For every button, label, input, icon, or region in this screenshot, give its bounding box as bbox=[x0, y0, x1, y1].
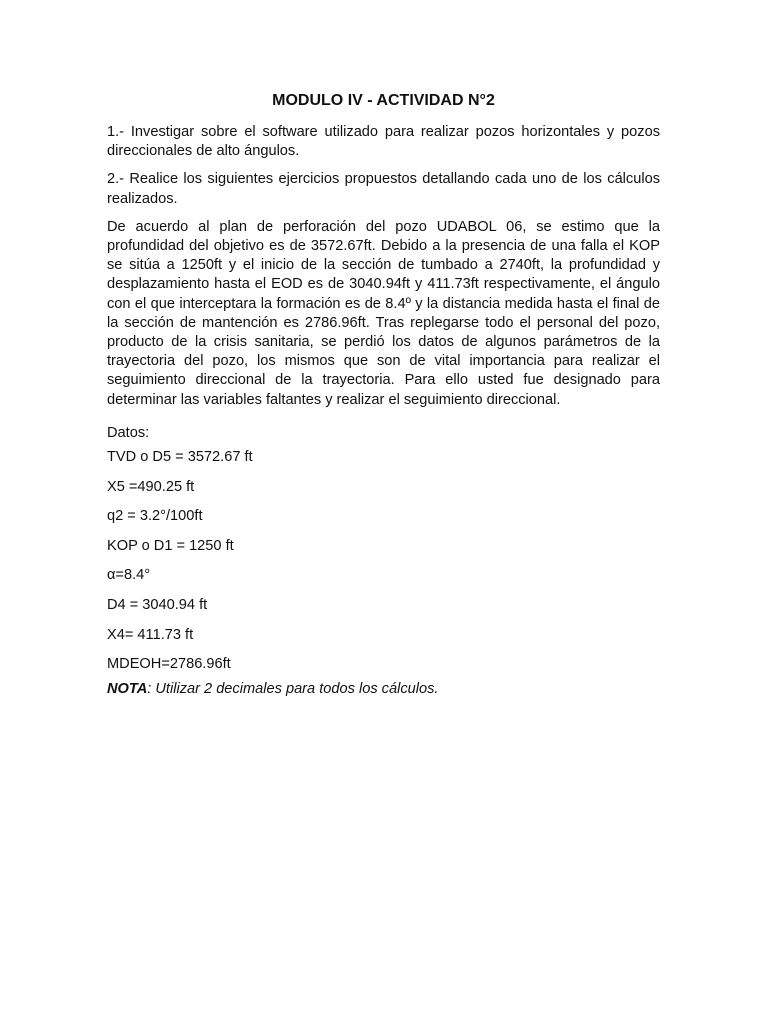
problem-statement: De acuerdo al plan de perforación del pozo UDABOL 06, se estimo que la profundidad del objetivo es de 3572.67ft. Debido a la presencia de una falla el KOP se sitúa a 1250ft y el inicio de la sección de tumbado a 2740ft, la profundidad y desplazamiento hasta el EOD es de 3040.94ft y 411.73ft respectivamente, el ángulo con el que interceptara la formación es de 8.4º y la distancia medida hasta el final de la sección de mantención es 2786.96ft. Tras replegarse todo el personal del pozo, producto de la crisis sanitaria, se perdió los datos de algunos parámetros de la trayectoria del pozo, los mismos que son de vital importancia para realizar el seguimiento direccional de la trayectoria. Para ello usted fue designado para determinar las variables faltantes y realizar el seguimiento direccional. bbox=[107, 218, 660, 408]
note bbox=[107, 680, 660, 699]
data-item-x4: X4= 411.73 ft bbox=[107, 626, 194, 643]
data-item-q2: q2 = 3.2°/100ft bbox=[107, 508, 203, 525]
note-label: NOTA bbox=[107, 680, 148, 697]
data-item-mdeoh: MDEOH=2786.96ft bbox=[107, 656, 231, 673]
data-list bbox=[107, 443, 660, 680]
data-item-kop: KOP o D1 = 1250 ft bbox=[107, 537, 234, 554]
data-item-alpha: α=8.4° bbox=[107, 567, 151, 584]
document-page bbox=[107, 90, 660, 699]
data-item-d4: D4 = 3040.94 ft bbox=[107, 597, 208, 614]
data-item-x5: X5 =490.25 ft bbox=[107, 478, 195, 495]
instruction-1: 1.- Investigar sobre el software utilizado para realizar pozos horizontales y pozos direccionales de alto ángulos. bbox=[107, 124, 660, 160]
note-text: : Utilizar 2 decimales para todos los cálculos. bbox=[147, 680, 439, 697]
datos-label: Datos: bbox=[107, 424, 150, 441]
document-title: MODULO IV - ACTIVIDAD N°2 bbox=[272, 92, 495, 109]
data-item-tvd: TVD o D5 = 3572.67 ft bbox=[107, 449, 253, 466]
instruction-2: 2.- Realice los siguientes ejercicios propuestos detallando cada uno de los cálculos realizados. bbox=[107, 171, 660, 207]
